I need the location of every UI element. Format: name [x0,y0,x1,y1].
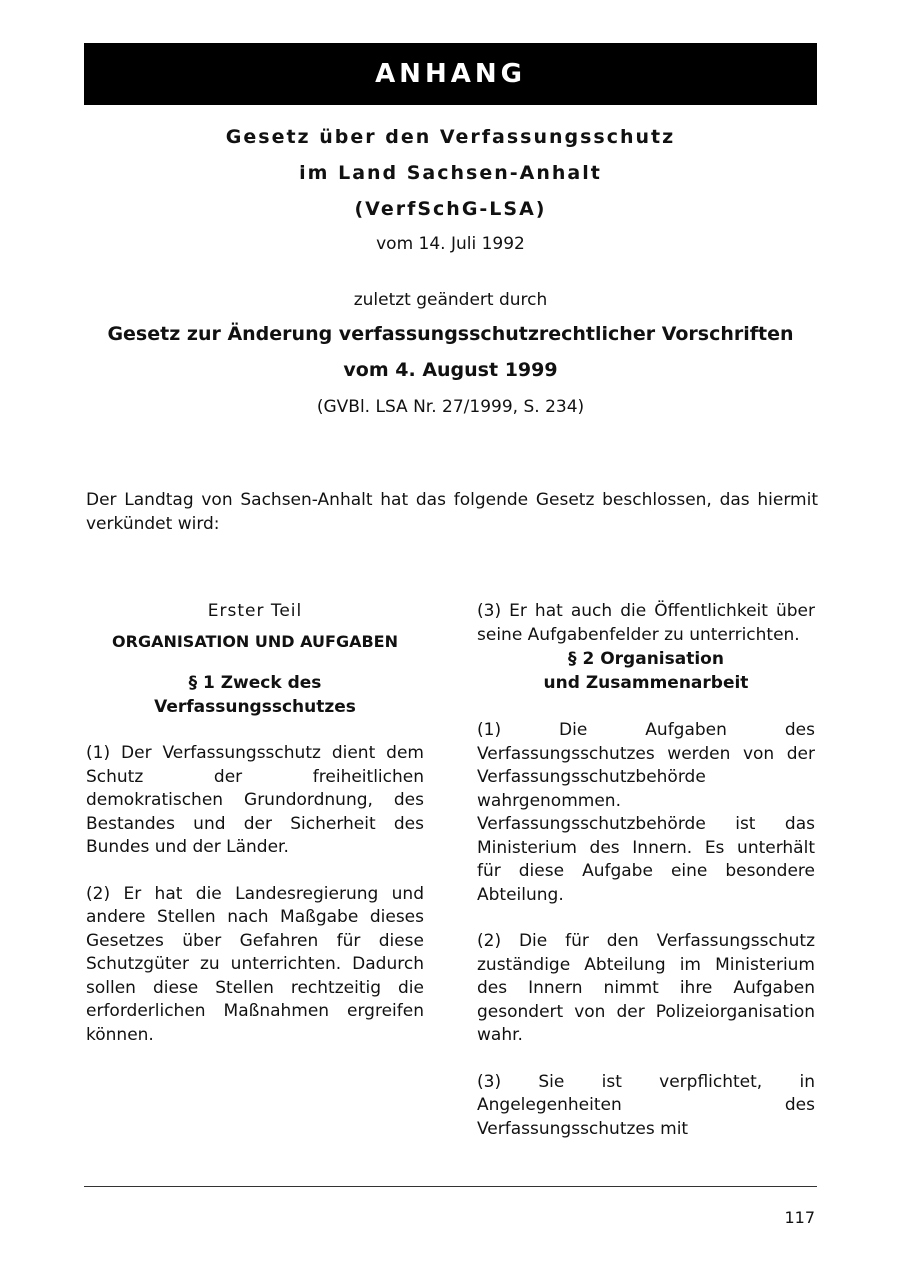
page-title: ANHANG [375,59,526,89]
section-1-heading-line1: § 1 Zweck des [188,673,322,693]
law-title-line2: im Land Sachsen-Anhalt [299,162,602,184]
intro-paragraph: Der Landtag von Sachsen-Anhalt hat das folgende Gesetz beschlossen, das hiermit verkündet wird: [86,490,818,534]
law-abbreviation: (VerfSchG-LSA) [354,198,547,220]
part-title: ORGANISATION UND AUFGABEN [112,631,398,651]
law-title-line1: Gesetz über den Verfassungsschutz [225,126,676,148]
section-2-heading [477,647,815,695]
section-2-paragraph-1: (1) Die Aufgaben des Verfassungsschutzes werden von der Verfassungsschutzbehörde wahrgenommen. Verfassungsschutzbehörde ist das Ministerium des Innern. Es unterhält für diese Aufgabe eine besondere Abteilung. [477,720,815,905]
amendment-title: Gesetz zur Änderung verfassungsschutzrechtlicher Vorschriften [107,323,794,345]
page-number: 117 [784,1208,815,1227]
section-1-paragraph-2: (2) Er hat die Landesregierung und andere Stellen nach Maßgabe dieses Gesetzes über Gefahren für diese Schutzgüter zu unterrichten. Dadurch sollen diese Stellen rechtzeitig die erforderlichen Maßnahmen ergreifen können. [86,883,424,1045]
law-date: vom 14. Juli 1992 [376,234,525,254]
section-1-heading-line2: Verfassungsschutzes [154,697,356,717]
section-1-heading [86,671,424,719]
citation: (GVBl. LSA Nr. 27/1999, S. 234) [316,397,585,417]
section-1-paragraph-3: (3) Er hat auch die Öffentlichkeit über seine Aufgabenfelder zu unterrichten. [477,601,815,645]
section-2-paragraph-3: (3) Sie ist verpflichtet, in Angelegenheiten des Verfassungsschutzes mit [477,1071,815,1139]
title-banner [84,43,817,105]
right-column [477,600,815,1141]
amended-by: zuletzt geändert durch [353,290,548,310]
footer-divider [84,1186,817,1187]
left-column [86,600,424,1047]
section-2-heading-line1: § 2 Organisation [568,649,724,669]
section-2-heading-line2: und Zusammenarbeit [543,673,749,693]
section-1-paragraph-1: (1) Der Verfassungsschutz dient dem Schutz der freiheitlichen demokratischen Grundordnung, des Bestandes und der Sicherheit des Bundes und der Länder. [86,743,424,857]
section-2-paragraph-2: (2) Die für den Verfassungsschutz zuständige Abteilung im Ministerium des Innern nimmt ihre Aufgaben gesondert von der Polizeiorganisation wahr. [477,931,815,1045]
part-label: Erster Teil [207,601,303,621]
amendment-date: vom 4. August 1999 [343,359,558,381]
